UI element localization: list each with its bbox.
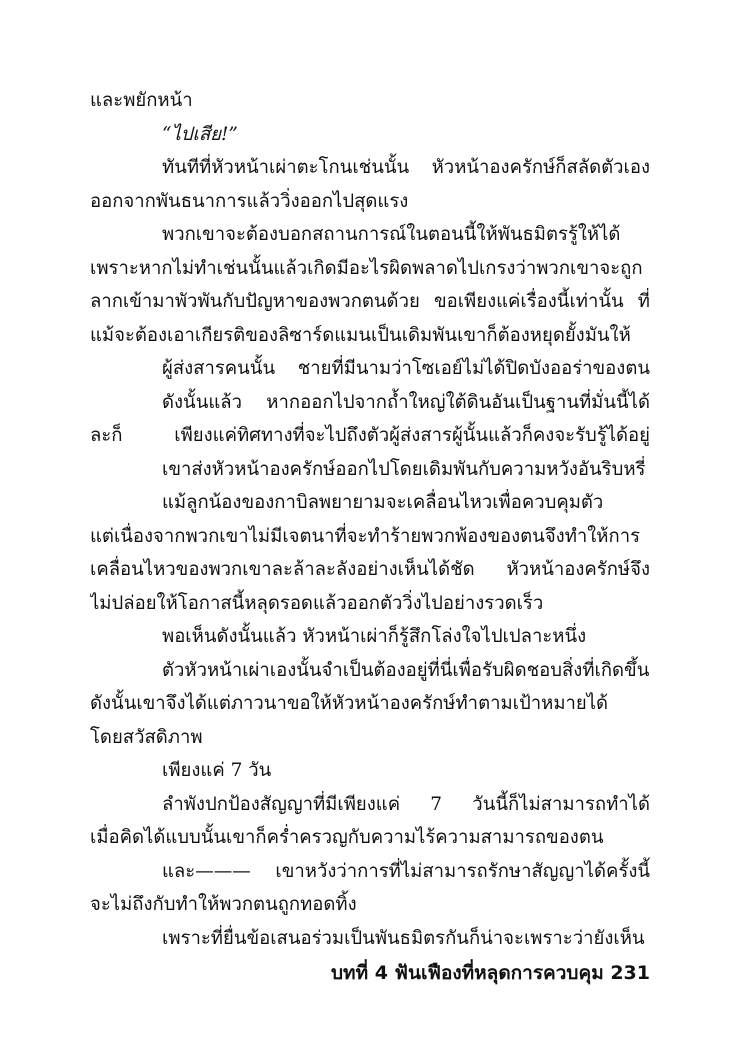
- text-line: พวกเขาจะต้องบอกสถานการณ์ในตอนนี้ให้พันธมิตรรู้ให้ได้: [162, 224, 621, 245]
- text-line: ไม่ปล่อยให้โอกาสนี้หลุดรอดแล้วออกตัววิ่งไปอย่างรวดเร็ว: [90, 592, 544, 614]
- text-line: ดังนั้นแล้ว หากออกไปจากถ้ำใหญ่ใต้ดินอันเป็นฐานที่มั่นนี้ได้: [162, 391, 650, 413]
- text-line: ละก็ เพียงแค่ทิศทางที่จะไปถึงตัวผู้ส่งสารผู้นั้นแล้วก็คงจะรับรู้ได้อยู่: [90, 425, 650, 446]
- text-line: ลำพังปกป้องสัญญาที่มีเพียงแค่ 7 วันนี้ก็ไม่สามารถทำได้: [162, 793, 650, 815]
- text-line: เมื่อคิดได้แบบนั้นเขาก็คร่ำครวญกับความไร้ความสามารถของตน: [90, 827, 604, 848]
- text-line: “ไปเสีย!”: [162, 123, 238, 145]
- text-line: เคลื่อนไหวของพวกเขาละล้าละลังอย่างเห็นได้ชัด หัวหน้าองครักษ์จึง: [90, 559, 650, 580]
- text-line: แม้ลูกน้องของกาบิลพยายามจะเคลื่อนไหวเพื่อควบคุมตัว: [162, 492, 604, 513]
- text-line: เขาส่งหัวหน้าองครักษ์ออกไปโดยเดิมพันกับความหวังอันริบหรี่: [162, 458, 646, 480]
- text-line: ออกจากพันธนาการแล้ววิ่งออกไปสุดแรง: [90, 190, 409, 212]
- text-line: โดยสวัสดิภาพ: [90, 726, 203, 748]
- text-line: จะไม่ถึงกับทำให้พวกตนถูกทอดทิ้ง: [90, 894, 357, 915]
- text-line: ผู้ส่งสารคนนั้น ชายที่มีนามว่าโซเอย์ไม่ได้ปิดบังออร่าของตน: [162, 358, 650, 379]
- text-line: แต่เนื่องจากพวกเขาไม่มีเจตนาที่จะทำร้ายพวกพ้องของตนจึงทำให้การ: [90, 525, 641, 547]
- text-line: แม้จะต้องเอาเกียรติของลิซาร์ดแมนเป็นเดิมพันเขาก็ต้องหยุดยั้งมันให้: [90, 324, 631, 346]
- text-line: เพราะหากไม่ทำเช่นนั้นแล้วเกิดมีอะไรผิดพลาดไปเกรงว่าพวกเขาจะถูก: [90, 257, 643, 279]
- page-footer: บทที่ 4 ฟันเฟืองที่หลุดการควบคุม 231: [331, 962, 650, 984]
- text-line: ทันทีที่หัวหน้าเผ่าตะโกนเช่นนั้น หัวหน้าองครักษ์ก็สลัดตัวเอง: [162, 157, 650, 178]
- text-line: และพยักหน้า: [90, 90, 193, 111]
- text-line: ลากเข้ามาพัวพันกับปัญหาของพวกตนด้วย ขอเพียงแค่เรื่องนี้เท่านั้น ที่: [90, 291, 650, 312]
- text-line: ดังนั้นเขาจึงได้แต่ภาวนาขอให้หัวหน้าองครักษ์ทำตามเป้าหมายได้: [90, 693, 609, 714]
- text-line: เพียงแค่ 7 วัน: [162, 760, 272, 781]
- text-line: และ——— เขาหวังว่าการที่ไม่สามารถรักษาสัญญาได้ครั้งนี้: [162, 860, 650, 882]
- text-line: พอเห็นดังนั้นแล้ว หัวหน้าเผ่าก็รู้สึกโล่งใจไปเปลาะหนึ่ง: [162, 626, 587, 647]
- text-line: ตัวหัวหน้าเผ่าเองนั้นจำเป็นต้องอยู่ที่นี่เพื่อรับผิดชอบสิ่งที่เกิดขึ้น: [162, 659, 650, 681]
- text-line: เพราะที่ยื่นข้อเสนอร่วมเป็นพันธมิตรกันก็น่าจะเพราะว่ายังเห็น: [162, 927, 645, 949]
- body-text: [90, 84, 650, 955]
